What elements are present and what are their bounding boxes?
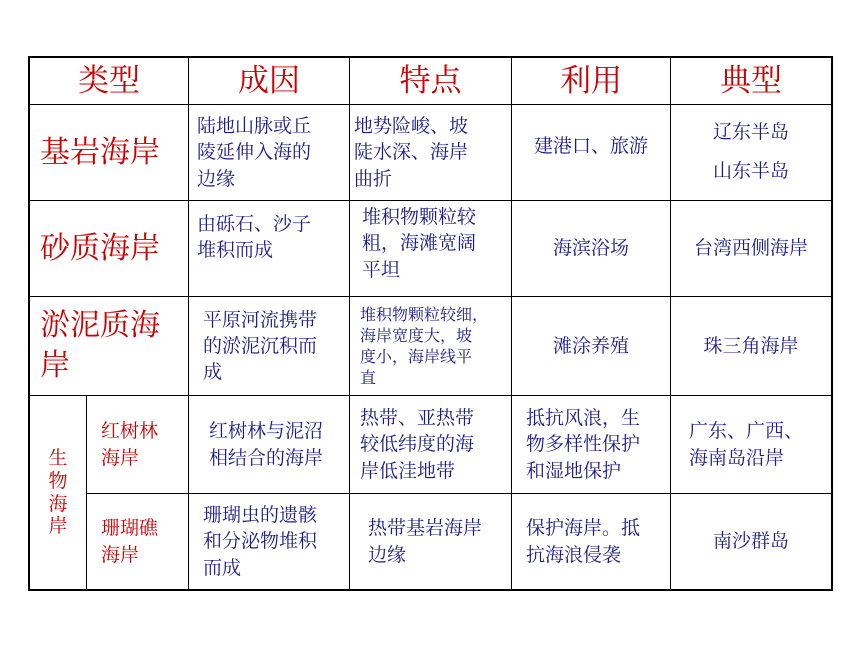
row-type-sandy: 砂质海岸 xyxy=(40,230,160,266)
row-feature: 堆积物颗粒较 粗，海滩宽阔 平坦 xyxy=(362,206,477,281)
row-cause: 陆地山脉或丘 陵延伸入海的 边缘 xyxy=(197,115,312,190)
row-cause: 平原河流携带 的淤泥沉积而 成 xyxy=(203,308,318,384)
row-example: 广东、广西、 海南岛沿岸 xyxy=(689,420,804,469)
group-biological-coast: 生 物 海 岸 xyxy=(48,446,68,538)
row-use: 抵抗风浪，生 物多样性保护 和湿地保护 xyxy=(526,407,641,482)
row-cause: 由砾石、沙子 堆积而成 xyxy=(197,212,312,261)
row-cause: 珊瑚虫的遗骸 和分泌物堆积 而成 xyxy=(203,504,318,579)
row-subtype-coral-reef: 珊瑚礁 海岸 xyxy=(101,516,159,566)
row-use: 建港口、旅游 xyxy=(533,134,648,157)
row-example: 珠三角海岸 xyxy=(703,334,799,357)
row-use: 滩涂养殖 xyxy=(552,334,629,357)
table-border-right xyxy=(831,56,833,591)
row-use: 海滨浴场 xyxy=(552,237,629,260)
row-type-bedrock: 基岩海岸 xyxy=(40,134,160,170)
row-type-muddy: 淤泥质海 岸 xyxy=(40,308,160,383)
row-example: 南沙群岛 xyxy=(712,530,789,553)
header-feature: 特点 xyxy=(399,62,462,99)
row-subtype-mangrove: 红树林 海岸 xyxy=(101,419,159,469)
table-border-bottom xyxy=(28,589,833,591)
row-cause: 红树林与泥沼 相结合的海岸 xyxy=(209,420,324,469)
row-use: 保护海岸。抵 抗海浪侵袭 xyxy=(526,517,641,566)
header-use: 利用 xyxy=(560,62,622,99)
row-feature: 热带、亚热带 较低纬度的海 岸低洼地带 xyxy=(360,407,475,482)
row-feature: 热带基岩海岸 边缘 xyxy=(368,517,483,566)
header-example: 典型 xyxy=(720,62,782,99)
header-type: 类型 xyxy=(78,62,140,99)
row-feature: 堆积物颗粒较细， 海岸宽度大，坡 度小，海岸线平 直 xyxy=(360,304,489,388)
header-cause: 成因 xyxy=(238,62,300,99)
row-example: 台湾西侧海岸 xyxy=(693,237,808,260)
row-feature: 地势险峻、坡 陡水深、海岸 曲折 xyxy=(354,115,469,190)
row-example: 辽东半岛 山东半岛 xyxy=(712,120,789,183)
